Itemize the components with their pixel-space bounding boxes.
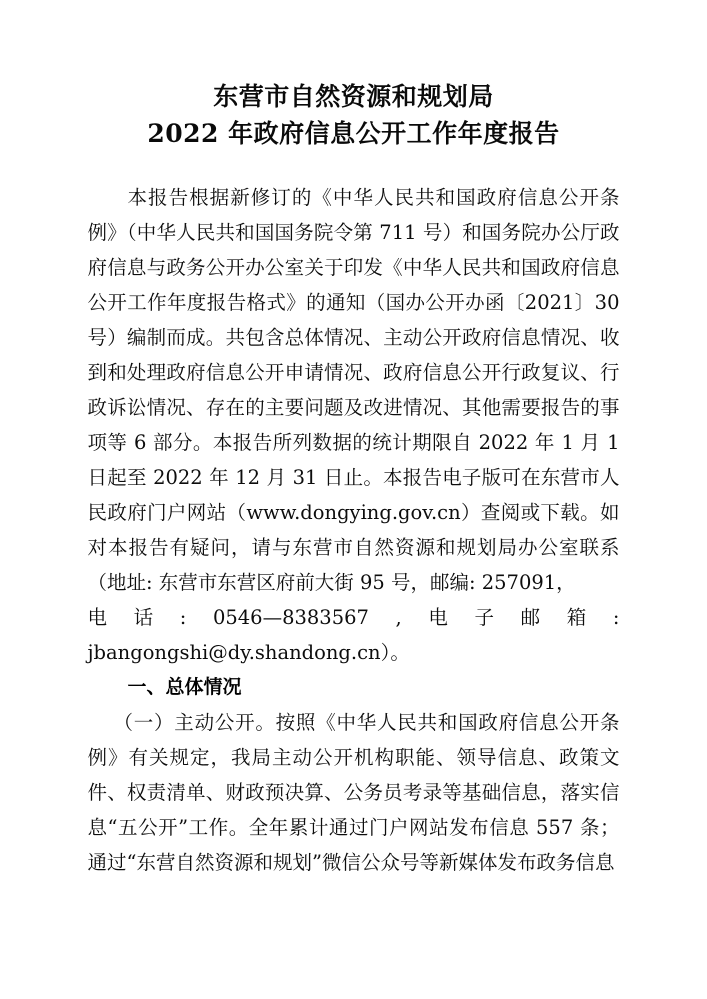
paragraph-email-address: jbangongshi@dy.shandong.cn）。 — [87, 641, 410, 664]
email-colon: : — [612, 606, 620, 629]
paragraph-intro: 本报告根据新修订的《中华人民共和国政府信息公开条例》（中华人民共和国国务院令第 711 号）和国务院办公厅政府信息与政务公开办公室关于印发《中华人民共和国政府信息公开工作年度报告格式》的通知（国办公开办函〔2021〕30 号）编制而成。共包含总体情况、主动公开政府信息情况、收到和处理政府信息公开申请情况、政府信息公开行政复议、行政诉讼情况、存在的主要问题及改进情况、其他需要报告的事项等 6 部分。本报告所列数据的统计期限自 2022 年 1 月 1 日起至 2022 年 12 月 31 日止。本报告电子版可在东营市人民政府门户网站（www.dongying.gov.cn）查阅或下载。如对本报告有疑问，请与东营市自然资源和规划局办公室联系（地址: 东营市东营区府前大街 95 号，邮编: 257091， — [87, 186, 620, 594]
email-label-char-3: 邮 — [520, 606, 541, 629]
phone-label-char-1: 电 — [87, 606, 108, 629]
title-line-report-name: 2022 年政府信息公开工作年度报告 — [147, 119, 560, 148]
section-heading-overall-situation: 一、总体情况 — [127, 676, 242, 698]
title-line-organization: 东营市自然资源和规划局 — [213, 82, 494, 111]
email-label-char-1: 电 — [428, 606, 448, 629]
page-title — [0, 0, 707, 152]
phone-colon: : — [179, 606, 187, 629]
email-label-char-4: 箱 — [566, 606, 587, 629]
email-label-char-2: 子 — [474, 606, 494, 629]
document-body — [88, 152, 620, 880]
contact-comma: , — [395, 606, 402, 629]
contact-phone-email-line — [88, 600, 620, 635]
phone-label-char-2: 话 — [133, 606, 154, 629]
paragraph-proactive-disclosure: （一）主动公开。按照《中华人民共和国政府信息公开条例》有关规定，我局主动公开机构职能、领导信息、政策文件、权责清单、财政预决算、公务员考录等基础信息，落实信息“五公开”工作。全年累计通过门户网站发布信息 557 条；通过“东营自然资源和规划”微信公众号等新媒体发布政务信息 — [87, 711, 620, 874]
phone-number: 0546—8383567 — [212, 606, 369, 629]
